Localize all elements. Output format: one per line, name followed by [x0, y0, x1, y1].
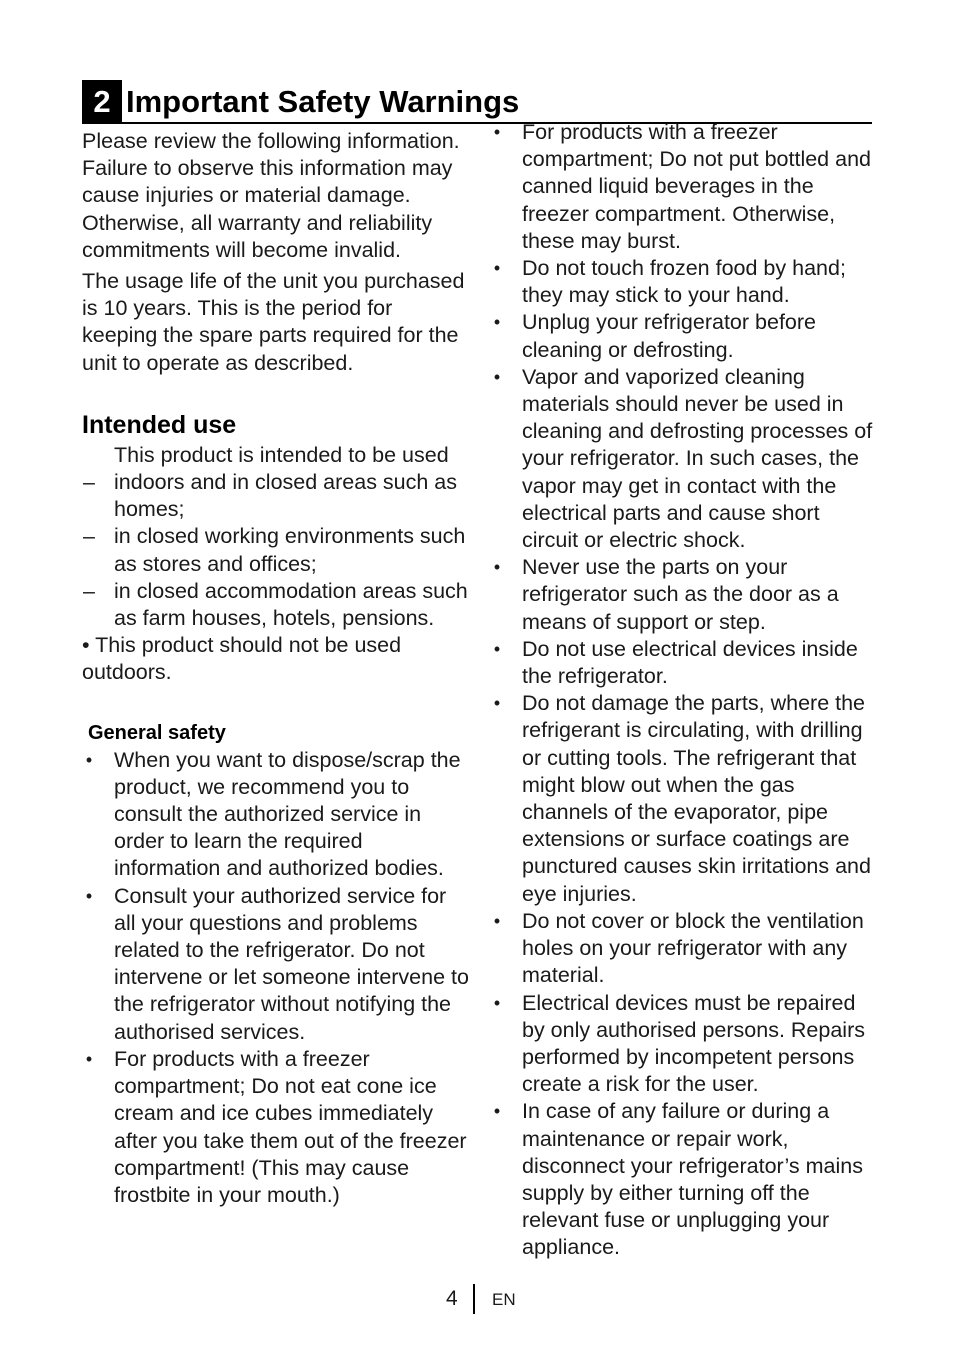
section-header — [82, 80, 872, 122]
intended-use-lead: This product is intended to be used — [114, 442, 449, 467]
list-item — [490, 364, 880, 554]
list-item-text: Do not use electrical devices inside the refrigerator. — [522, 636, 858, 689]
page-title: Important Safety Warnings — [126, 84, 520, 119]
bullet-marker: • — [493, 1101, 501, 1122]
list-item — [490, 990, 880, 1099]
list-item-text: Electrical devices must be repaired by only authorised persons. Repairs performed by incompetent persons create a risk for the user. — [522, 990, 865, 1097]
section-number: 2 — [82, 80, 122, 123]
bullet-marker: • — [493, 557, 501, 578]
list-item-text: When you want to dispose/scrap the product, we recommend you to consult the authorized service in order to learn the required information and authorized bodies. — [114, 747, 461, 881]
list-item — [490, 908, 880, 990]
list-item-text: Unplug your refrigerator before cleaning or defrosting. — [522, 310, 816, 362]
list-item — [490, 690, 880, 908]
bullet-marker: • — [493, 693, 501, 714]
list-item — [490, 255, 880, 309]
list-item — [490, 554, 880, 636]
list-item-text: in closed working environments such as stores and offices; — [114, 524, 466, 576]
intro-paragraph: Please review the following information. Failure to observe this information may cause injuries or material damage. Otherwise, all warranty and reliability commitments will become invalid. — [82, 129, 460, 262]
list-item — [82, 523, 472, 577]
bullet-marker: • — [493, 366, 501, 387]
list-item-text: For products with a freezer compartment; Do not eat cone ice cream and ice cubes immediately after you take them out of the freezer compartment! (This may cause frostbite in your mouth.) — [114, 1046, 467, 1207]
list-item-text: Never use the parts on your refrigerator such as the door as a means of support or step. — [522, 555, 839, 634]
list-item — [82, 469, 472, 523]
outdoor-note: • This product should not be used outdoors. — [82, 633, 402, 685]
list-item — [490, 119, 880, 255]
dash-marker: – — [83, 524, 95, 549]
bullet-marker: • — [493, 312, 501, 333]
bullet-marker: • — [493, 122, 501, 142]
list-item-text: Do not cover or block the ventilation holes on your refrigerator with any material. — [522, 908, 864, 988]
language-label: EN — [492, 1290, 516, 1309]
bullet-marker: • — [85, 885, 93, 906]
bullet-marker: • — [493, 992, 501, 1013]
list-item-text: Do not damage the parts, where the refrigerant is circulating, with drilling or cutting tools. The refrigerant that might blow out when the gas channels of the evaporator, pipe extensions or surface coatings are punctured causes skin irritations and eye injuries. — [522, 691, 871, 906]
footer-divider — [473, 1284, 475, 1314]
left-column — [82, 128, 472, 1209]
list-item — [82, 883, 472, 1046]
list-item — [82, 747, 472, 883]
list-item — [82, 1046, 472, 1209]
list-item-text: For products with a freezer compartment; Do not put bottled and canned liquid beverages in the freezer compartment. Otherwise, these may burst. — [522, 120, 871, 253]
list-item — [490, 309, 880, 363]
bullet-marker: • — [85, 1048, 93, 1069]
list-item — [490, 636, 880, 690]
bullet-marker: • — [493, 638, 501, 659]
list-item-text: indoors and in closed areas such as homes; — [114, 470, 458, 522]
list-item — [82, 578, 472, 632]
list-item-text: Do not touch frozen food by hand; they may stick to your hand. — [522, 256, 846, 308]
intro-paragraph: The usage life of the unit you purchased is 10 years. This is the period for keeping the spare parts required for the unit to operate as described. — [82, 269, 465, 375]
general-safety-heading: General safety — [88, 721, 226, 744]
list-item-text: In case of any failure or during a maintenance or repair work, disconnect your refrigerator’s mains supply by either turning off the relevant fuse or unplugging your appliance. — [522, 1099, 863, 1260]
bullet-marker: • — [85, 749, 93, 770]
dash-marker: – — [83, 578, 95, 603]
list-item-text: Consult your authorized service for all your questions and problems related to the refrigerator. Do not intervene or let someone intervene to the refrigerator without notifying the authorised services. — [114, 883, 469, 1044]
intended-use-heading: Intended use — [82, 410, 237, 439]
list-item-text: Vapor and vaporized cleaning materials should never be used in cleaning and defrosting processes of your refrigerator. In such cases, the vapor may get in contact with the electrical parts and cause short circuit or electric shock. — [522, 364, 873, 553]
dash-marker: – — [83, 470, 95, 495]
right-column — [490, 119, 880, 1262]
bullet-marker: • — [493, 910, 501, 931]
bullet-marker: • — [493, 258, 501, 279]
list-item — [490, 1098, 880, 1261]
list-item-text: in closed accommodation areas such as farm houses, hotels, pensions. — [114, 578, 468, 631]
page-number: 4 — [446, 1287, 458, 1310]
